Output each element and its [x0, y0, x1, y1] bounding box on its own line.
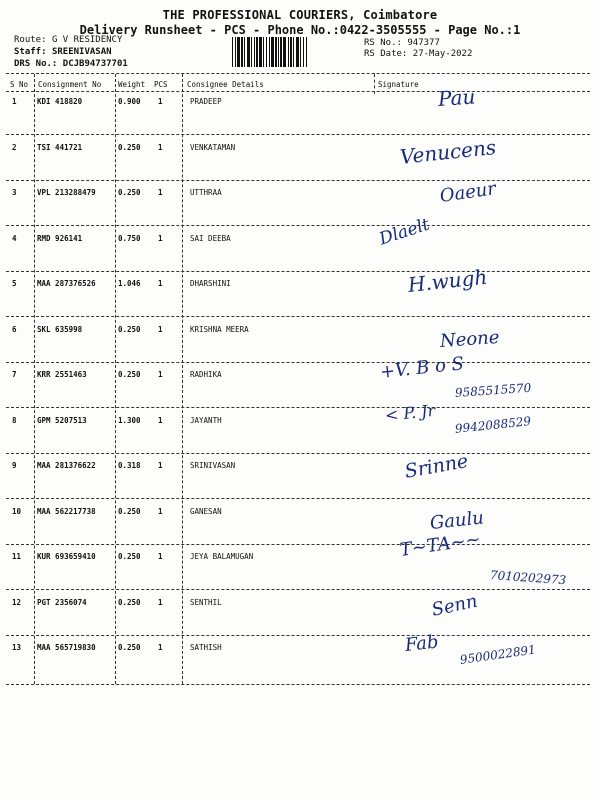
column-divider: [182, 74, 183, 684]
route-label: Route:: [14, 35, 47, 45]
col-header-consignment: Consignment No: [38, 80, 102, 89]
col-header-weight: Weight: [118, 80, 146, 89]
col-header-sno: S No: [10, 80, 29, 89]
row-pcs: 1: [158, 143, 163, 152]
row-signature: Venucens: [398, 134, 498, 169]
route-line: [14, 35, 122, 45]
row-signature: Fab: [403, 631, 440, 656]
row-pcs: 1: [158, 507, 163, 516]
row-weight: 1.046: [118, 279, 141, 288]
row-weight: 0.250: [118, 325, 141, 334]
row-divider: [6, 635, 590, 636]
row-divider: [6, 362, 590, 363]
rs-no-label: RS No.:: [364, 38, 402, 48]
row-consignment-no: GPM 5207513: [37, 416, 87, 425]
row-weight: 0.318: [118, 461, 141, 470]
row-consignment-no: VPL 213288479: [37, 188, 96, 197]
row-weight: 1.300: [118, 416, 141, 425]
barcode-bar: [269, 37, 270, 67]
row-consignee: PRADEEP: [190, 97, 222, 106]
rs-date-label: RS Date:: [364, 49, 408, 59]
barcode-bar: [290, 37, 292, 67]
row-consignment-no: MAA 565719830: [37, 643, 96, 652]
row-sno: 10: [12, 507, 22, 516]
row-sno: 2: [12, 143, 17, 152]
row-weight: 0.250: [118, 552, 141, 561]
barcode-bar: [251, 37, 252, 67]
barcode-bar: [254, 37, 255, 67]
row-signature: < P. Jr: [384, 400, 436, 425]
row-consignment-no: RMD 926141: [37, 234, 83, 243]
row-signature: Neone: [439, 326, 501, 352]
row-pcs: 1: [158, 598, 163, 607]
row-pcs: 1: [158, 188, 163, 197]
barcode-bar: [278, 37, 279, 67]
row-sno: 5: [12, 279, 17, 288]
table-bottom-rule: [6, 684, 590, 685]
rs-no-line: [364, 38, 440, 48]
row-divider: [6, 453, 590, 454]
row-sno: 12: [12, 598, 22, 607]
barcode-bar: [263, 37, 264, 67]
rs-date-line: [364, 49, 472, 59]
row-consignment-no: MAA 562217738: [37, 507, 96, 516]
row-divider: [6, 544, 590, 545]
row-consignment-no: KRR 2551463: [37, 370, 87, 379]
row-weight: 0.250: [118, 643, 141, 652]
row-signature: Gaulu: [428, 507, 485, 534]
row-consignment-no: TSI 441721: [37, 143, 83, 152]
row-weight: 0.250: [118, 370, 141, 379]
row-pcs: 1: [158, 552, 163, 561]
staff-line: [14, 47, 112, 57]
header-bottom-rule: [6, 91, 590, 92]
header-top-rule: [6, 73, 590, 74]
barcode-bar: [296, 37, 299, 67]
row-signature: Senn: [429, 590, 480, 621]
barcode-bar: [300, 37, 301, 67]
row-consignee: JAYANTH: [190, 416, 222, 425]
column-divider: [115, 74, 116, 684]
rs-date-value: 27-May-2022: [412, 49, 473, 59]
staff-label: Staff:: [14, 47, 47, 57]
row-signature: Srinne: [403, 450, 470, 483]
barcode-bar: [256, 37, 258, 67]
col-header-signature: Signature: [378, 80, 419, 89]
barcode-bar: [241, 37, 243, 67]
row-signature: +V. B o S: [378, 353, 465, 383]
row-pcs: 1: [158, 461, 163, 470]
row-sno: 6: [12, 325, 17, 334]
barcode-bar: [244, 37, 245, 67]
rs-no-value: 947377: [407, 38, 440, 48]
barcode-bar: [283, 37, 286, 67]
row-consignment-no: PGT 2356074: [37, 598, 87, 607]
row-weight: 0.750: [118, 234, 141, 243]
row-consignment-no: KUR 693659410: [37, 552, 96, 561]
barcode-bar: [288, 37, 289, 67]
row-weight: 0.250: [118, 188, 141, 197]
row-weight: 0.250: [118, 143, 141, 152]
row-signature-phone: 9585515570: [454, 380, 532, 400]
barcode-bar: [293, 37, 294, 67]
staff-value: SREENIVASAN: [51, 47, 112, 57]
row-consignee: DHARSHINI: [190, 279, 231, 288]
barcode-bar: [237, 37, 240, 67]
barcode-bar: [303, 37, 304, 67]
row-weight: 0.250: [118, 507, 141, 516]
barcode-bar: [275, 37, 277, 67]
row-consignment-no: MAA 287376526: [37, 279, 96, 288]
row-signature-phone: 7010202973: [489, 568, 567, 588]
row-signature: T~TA~~: [398, 528, 482, 561]
row-consignment-no: MAA 281376622: [37, 461, 96, 470]
row-signature: Oaeur: [438, 178, 498, 207]
row-consignee: RADHIKA: [190, 370, 222, 379]
row-consignee: GANESAN: [190, 507, 222, 516]
barcode-bar: [266, 37, 267, 67]
row-consignee: SAI DEEBA: [190, 234, 231, 243]
page-subtitle: Delivery Runsheet - PCS - Phone No.:0422-3505555 - Page No.:1: [79, 23, 521, 37]
row-divider: [6, 271, 590, 272]
row-sno: 4: [12, 234, 17, 243]
row-consignee: SRINIVASAN: [190, 461, 236, 470]
row-sno: 1: [12, 97, 17, 106]
row-pcs: 1: [158, 370, 163, 379]
row-sno: 9: [12, 461, 17, 470]
drs-line: [14, 59, 128, 69]
row-consignee: SENTHIL: [190, 598, 222, 607]
row-consignee: VENKATAMAN: [190, 143, 236, 152]
row-divider: [6, 134, 590, 135]
row-pcs: 1: [158, 643, 163, 652]
row-consignee: UTTHRAA: [190, 188, 222, 197]
drs-value: DCJB94737701: [62, 59, 128, 69]
row-consignee: SATHISH: [190, 643, 222, 652]
row-consignee: KRISHNA MEERA: [190, 325, 249, 334]
row-sno: 7: [12, 370, 17, 379]
barcode-bar: [235, 37, 236, 67]
barcode-image: [231, 37, 357, 67]
barcode-bar: [280, 37, 282, 67]
row-consignment-no: SKL 635998: [37, 325, 83, 334]
row-divider: [6, 180, 590, 181]
row-weight: 0.900: [118, 97, 141, 106]
row-pcs: 1: [158, 234, 163, 243]
page-title: THE PROFESSIONAL COURIERS, Coimbatore: [162, 8, 438, 22]
row-sno: 3: [12, 188, 17, 197]
row-pcs: 1: [158, 97, 163, 106]
route-value: G V RESIDENCY: [51, 35, 123, 45]
row-sno: 11: [12, 552, 22, 561]
col-header-pcs: PCS: [154, 80, 168, 89]
row-sno: 8: [12, 416, 17, 425]
row-signature-phone: 9942088529: [454, 414, 532, 436]
barcode-bar: [247, 37, 250, 67]
row-consignee: JEYA BALAMUGAN: [190, 552, 254, 561]
row-pcs: 1: [158, 416, 163, 425]
barcode-bar: [271, 37, 274, 67]
barcode-bar: [259, 37, 262, 67]
barcode-bar: [232, 37, 233, 67]
row-divider: [6, 407, 590, 408]
row-signature-phone: 9500022891: [459, 642, 537, 667]
row-divider: [6, 225, 590, 226]
row-signature: Dlaelt: [376, 214, 433, 250]
row-divider: [6, 589, 590, 590]
row-weight: 0.250: [118, 598, 141, 607]
column-divider: [374, 74, 375, 94]
row-signature: Pau: [437, 84, 477, 111]
row-divider: [6, 316, 590, 317]
row-consignment-no: KDI 418820: [37, 97, 83, 106]
drs-label: DRS No.:: [14, 59, 58, 69]
row-pcs: 1: [158, 325, 163, 334]
col-header-consignee: Consignee Details: [187, 80, 264, 89]
row-divider: [6, 498, 590, 499]
row-sno: 13: [12, 643, 22, 652]
row-pcs: 1: [158, 279, 163, 288]
column-divider: [34, 74, 35, 684]
row-signature: H.wugh: [406, 264, 489, 297]
barcode-bar: [306, 37, 307, 67]
